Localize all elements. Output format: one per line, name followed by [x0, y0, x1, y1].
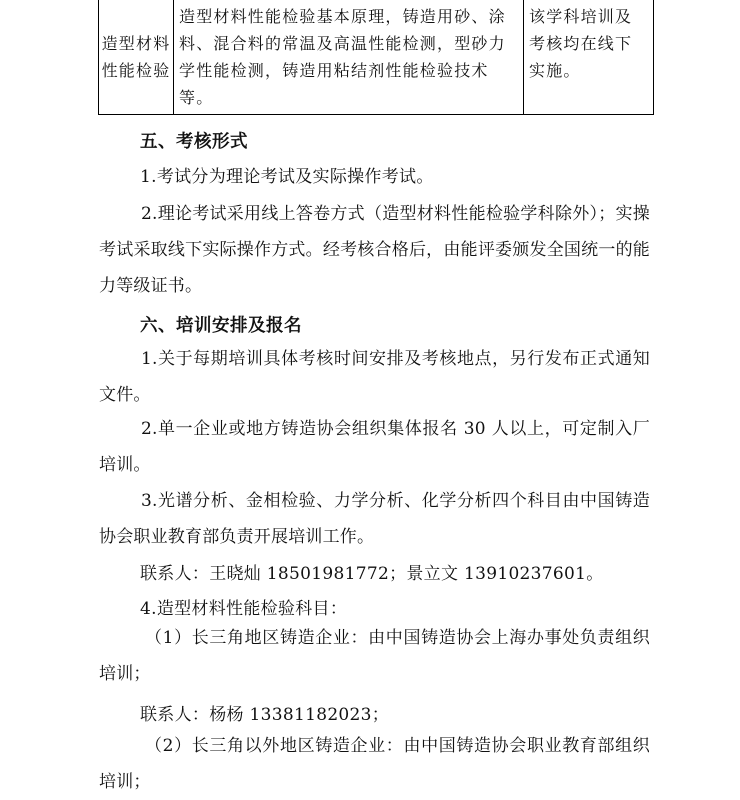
subject-cell: 造型材料性能检验 [99, 0, 174, 115]
sub-item-2: （2）长三角以外地区铸造企业：由中国铸造协会职业教育部组织培训； [99, 736, 650, 792]
note-cell: 该学科培训及考核均在线下实施。 [524, 0, 654, 115]
section-6-item-2: 2.单一企业或地方铸造协会组织集体报名 30 人以上，可定制入厂培训。 [99, 419, 650, 475]
section-6-heading: 六、培训安排及报名 [140, 316, 302, 336]
section-6-item-3: 3.光谱分析、金相检验、力学分析、化学分析四个科目由中国铸造协会职业教育部负责开展培训工作。 [99, 491, 650, 547]
section-6-item-1: 1.关于每期培训具体考核时间安排及考核地点，另行发布正式通知文件。 [99, 349, 650, 405]
section-5-item-1: 1.考试分为理论考试及实际操作考试。 [140, 167, 434, 187]
content-cell: 造型材料性能检验基本原理，铸造用砂、涂料、混合料的常温及高温性能检测，型砂力学性能检测，铸造用粘结剂性能检验技术等。 [174, 0, 524, 115]
contact-line-1: 联系人：王晓灿 18501981772；景立文 13910237601。 [140, 564, 604, 584]
sub-item-1: （1）长三角地区铸造企业：由中国铸造协会上海办事处负责组织培训； [99, 628, 650, 684]
table-row [99, 0, 654, 115]
contact-line-2: 联系人：杨杨 13381182023； [140, 705, 390, 725]
section-5-item-2: 2.理论考试采用线上答卷方式（造型材料性能检验学科除外）；实操考试采取线下实际操作方式。经考核合格后，由能评委颁发全国统一的能力等级证书。 [99, 204, 650, 296]
section-5-heading: 五、考核形式 [140, 132, 248, 152]
section-6-item-4: 4.造型材料性能检验科目： [140, 599, 348, 619]
curriculum-table [98, 0, 654, 115]
